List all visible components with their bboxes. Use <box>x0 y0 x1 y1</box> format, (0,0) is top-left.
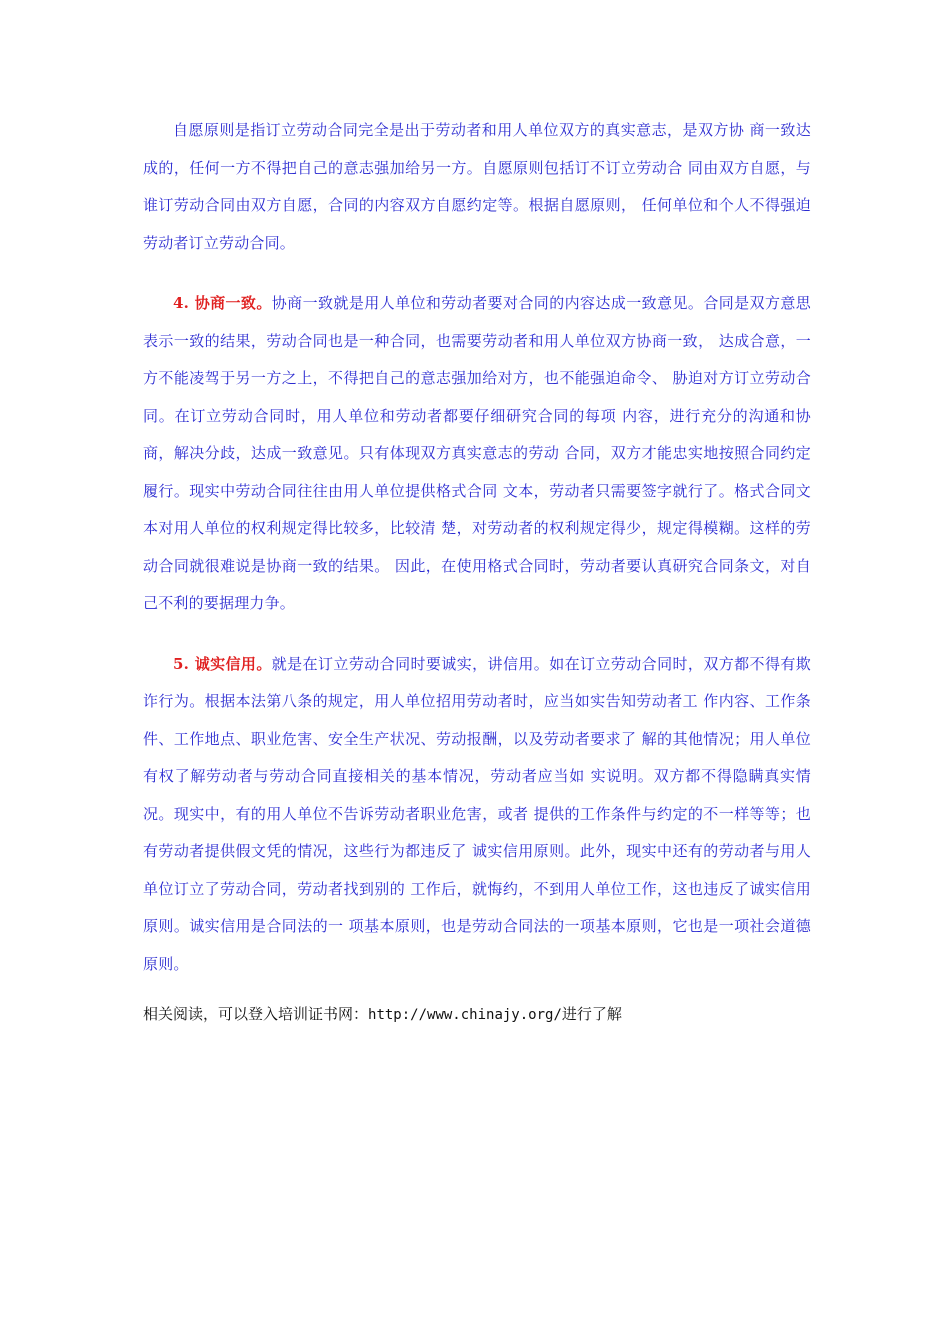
document-page <box>143 112 811 1030</box>
paragraph-text: 协商一致就是用人单位和劳动者要对合同的内容达成一致意见。合同是双方意思表示一致的结果，劳动合同也是一种合同，也需要劳动者和用人单位双方协商一致， 达成合意，一方不能凌驾于另一方之上，不得把自己的意志强加给对方，也不能强迫命令、 胁迫对方订立劳动合同。在订立劳动合同时，用人单位和劳动者都要仔细研究合同的每项 内容，进行充分的沟通和协商，解决分歧，达成一致意见。只有体现双方真实意志的劳动 合同，双方才能忠实地按照合同约定履行。现实中劳动合同往往由用人单位提供格式合同 文本，劳动者只需要签字就行了。格式合同文本对用人单位的权利规定得比较多，比较清 楚，对劳动者的权利规定得少，规定得模糊。这样的劳动合同就很难说是协商一致的结果。 因此，在使用格式合同时，劳动者要认真研究合同条文，对自己不利的要据理力争。 <box>143 294 811 612</box>
paragraph-honesty-credibility <box>143 646 811 984</box>
section-heading-4: 4. 协商一致。 <box>173 294 272 312</box>
section-heading-5: 5. 诚实信用。 <box>173 654 272 673</box>
paragraph-text: 自愿原则是指订立劳动合同完全是出于劳动者和用人单位双方的真实意志，是双方协 商一致达成的，任何一方不得把自己的意志强加给另一方。自愿原则包括订不订立劳动合 同由双方自愿，与谁订劳动合同由双方自愿，合同的内容双方自愿约定等。根据自愿原则， 任何单位和个人不得强迫劳动者订立劳动合同。 <box>143 121 811 252</box>
paragraph-text: 就是在订立劳动合同时要诚实，讲信用。如在订立劳动合同时，双方都不得有欺诈行为。根据本法第八条的规定，用人单位招用劳动者时，应当如实告知劳动者工 作内容、工作条件、工作地点、职业危害、安全生产状况、劳动报酬，以及劳动者要求了 解的其他情况；用人单位有权了解劳动者与劳动合同直接相关的基本情况，劳动者应当如 实说明。双方都不得隐瞒真实情况。现实中，有的用人单位不告诉劳动者职业危害，或者 提供的工作条件与约定的不一样等等；也有劳动者提供假文凭的情况，这些行为都违反了 诚实信用原则。此外，现实中还有的劳动者与用人单位订立了劳动合同，劳动者找到别的 工作后，就悔约，不到用人单位工作，这也违反了诚实信用原则。诚实信用是合同法的一 项基本原则，也是劳动合同法的一项基本原则，它也是一项社会道德原则。 <box>143 654 811 973</box>
paragraph-consultation-consensus <box>143 285 811 623</box>
related-reading-note <box>143 999 811 1030</box>
footer-url-link[interactable]: http://www.chinajy.org/ <box>368 1007 562 1023</box>
footer-prefix: 相关阅读，可以登入培训证书网： <box>143 1005 369 1023</box>
paragraph-voluntary-principle <box>143 112 811 262</box>
footer-suffix: 进行了解 <box>561 1005 622 1023</box>
